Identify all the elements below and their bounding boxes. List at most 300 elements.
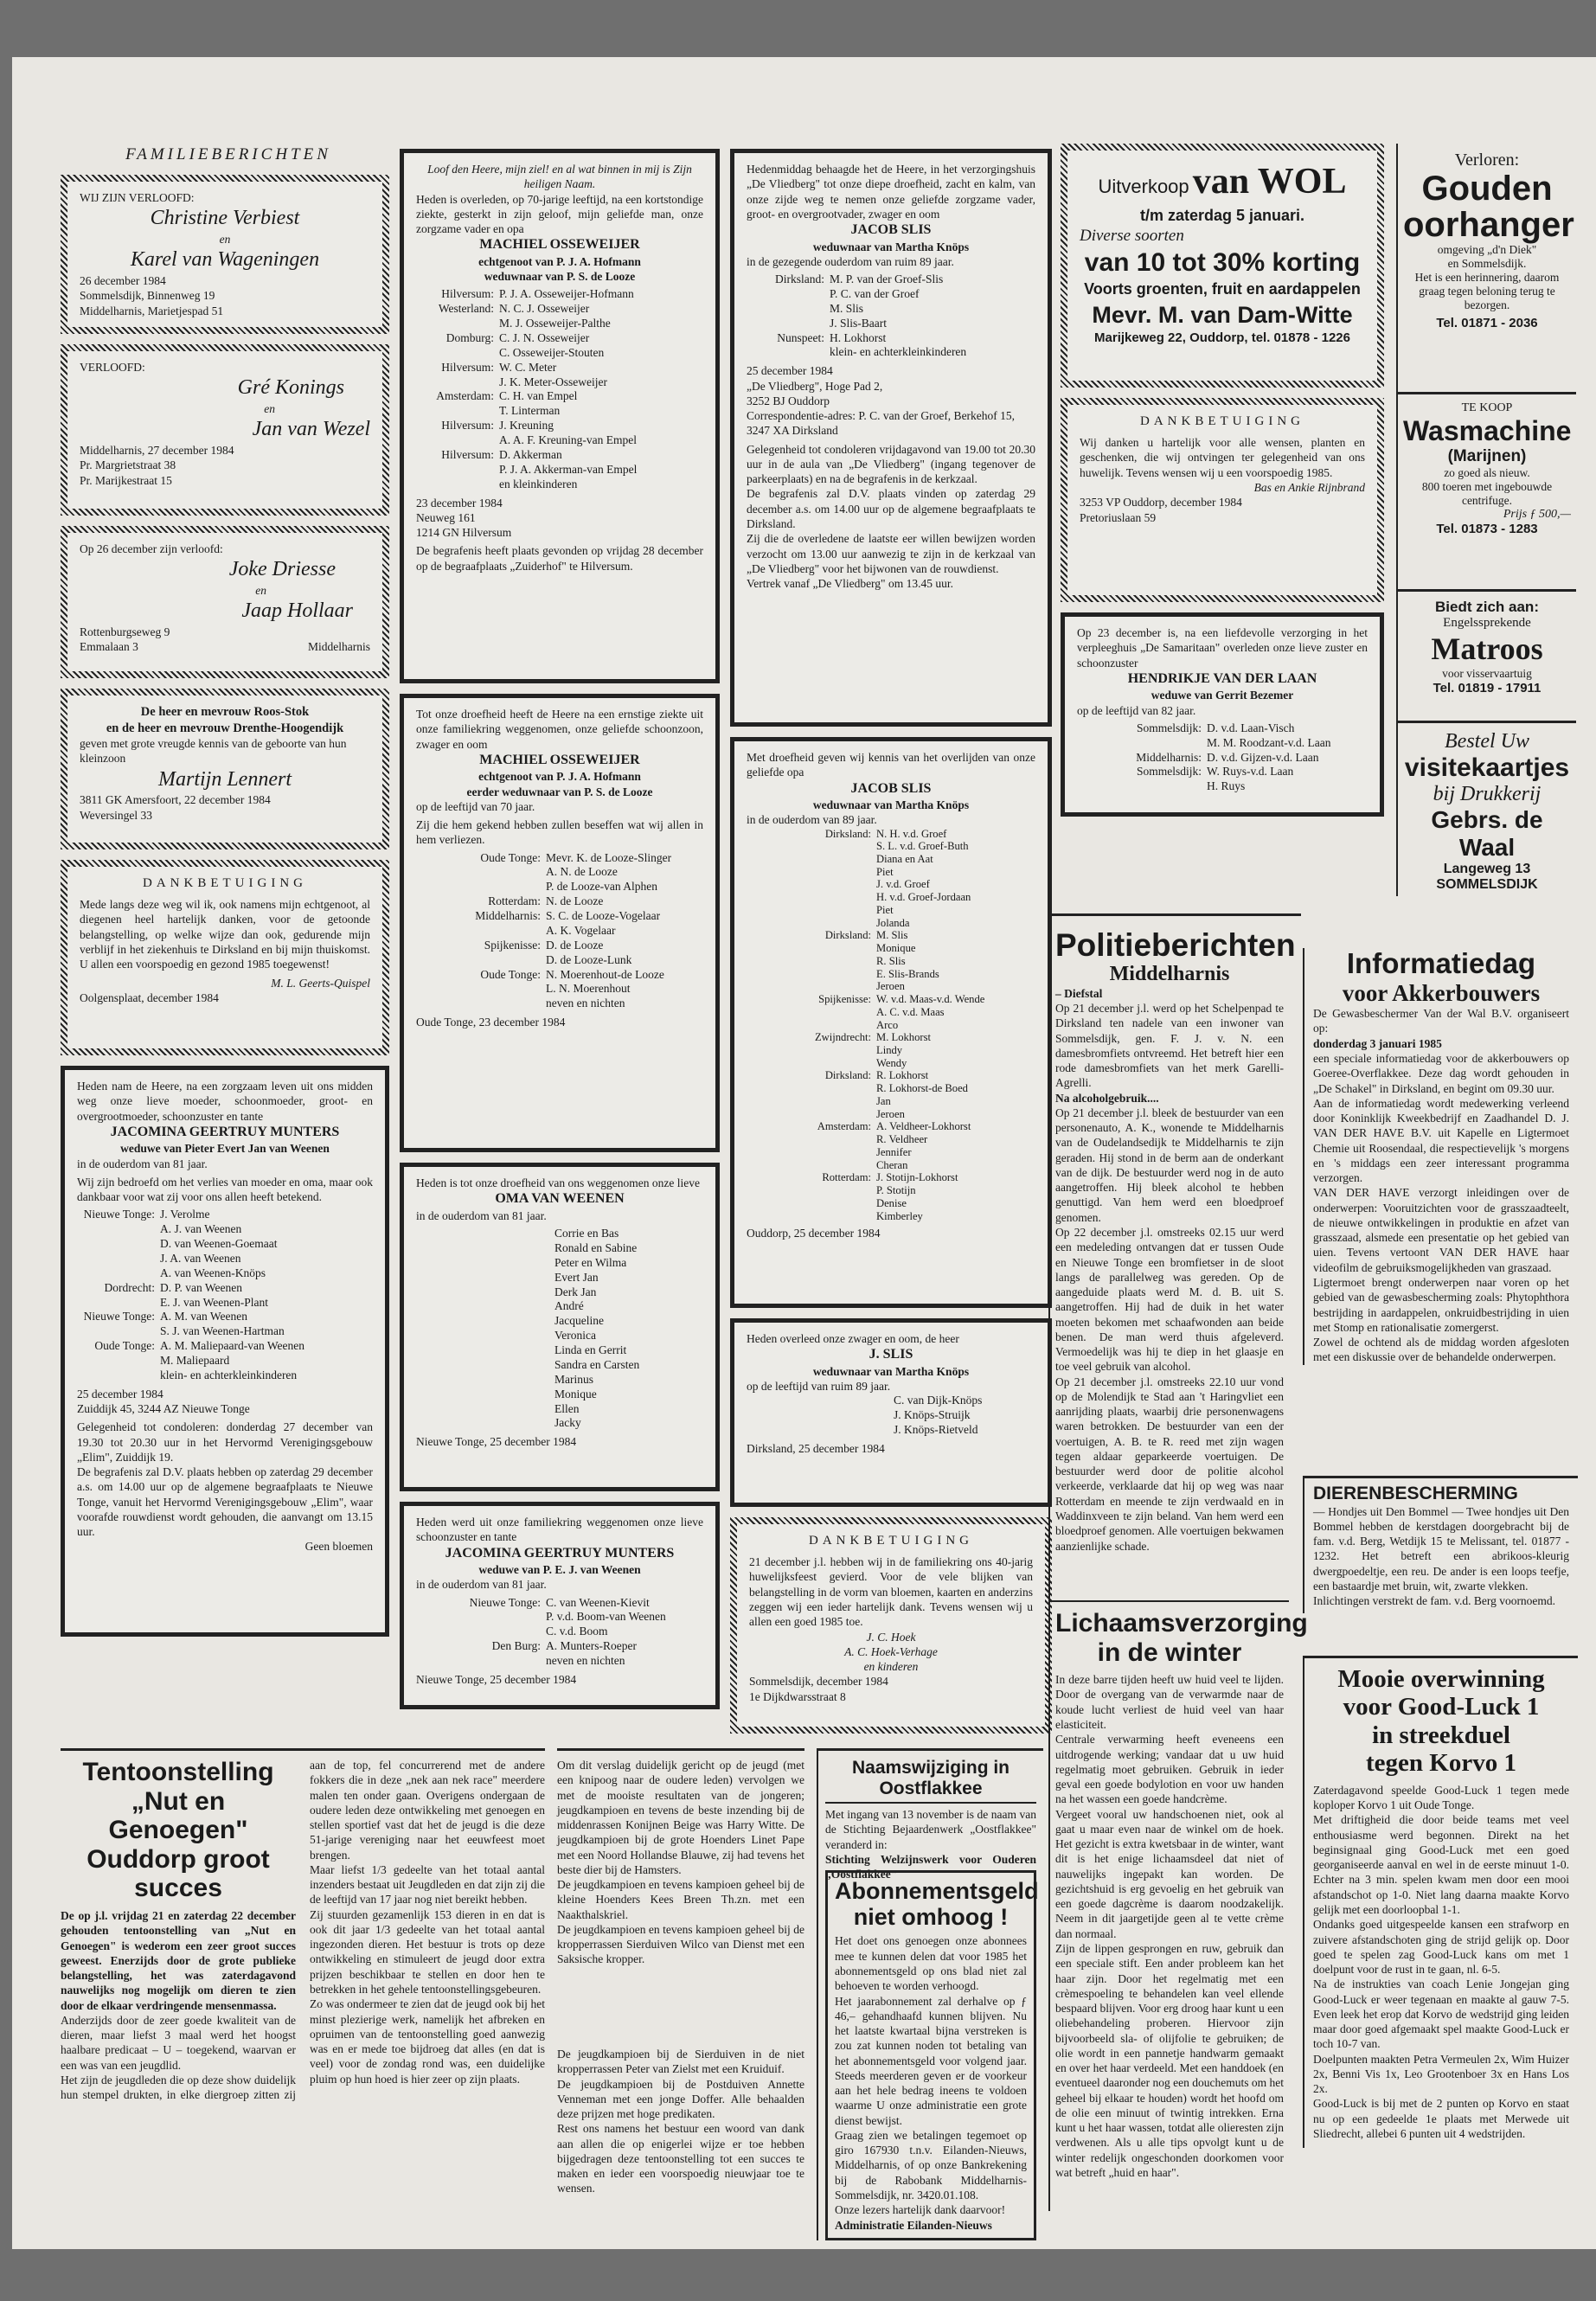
notice-death-slis-1 <box>730 149 1052 727</box>
family-name: T. Linterman <box>499 404 561 418</box>
family-name: C. J. N. Osseweijer <box>499 330 590 344</box>
notice-address: Neuweg 161 <box>416 510 476 524</box>
notice-name: Joke Driesse <box>228 558 336 581</box>
family-place <box>747 1057 876 1070</box>
notice-age: op de leeftijd van 82 jaar. <box>1077 703 1196 717</box>
ad-text: van 10 tot 30% korting <box>1084 248 1361 278</box>
ad-phone: Tel. 01819 - 17911 <box>1433 681 1542 695</box>
ad-text: Langeweg 13 <box>1443 862 1531 876</box>
ad-text: voor visservaartuig <box>1442 667 1532 680</box>
article-abonnementsgeld <box>817 1865 1043 2240</box>
article-paragraph: Zo was ondermeer te zien dat de jeugd ook bij het minst plezierige werk, namelijk het afbreken en opruimen van de tentoonstelling goed aanwezig was en er mede toe bijdroeg dat alles (en dat is veel) voor de zondag rond was, een duidelijke pluim op hun hoed is hier zeer op zijn plaats. <box>310 1997 545 2086</box>
article-title: niet omhoog ! <box>853 1904 1009 1931</box>
family-place <box>747 345 830 360</box>
family-place <box>747 1095 876 1108</box>
family-place: Dordrecht: <box>104 1280 155 1294</box>
article-paragraph: Zaterdagavond speelde Good-Luck 1 tegen mede koploper Korvo 1 uit Oude Tonge. <box>1313 1783 1569 1812</box>
notice-intro: Op 23 december is, na een liefdevolle verzorging in het verpleeghuis „De Samaritaan" overleden onze lieve zuster en schoonzuster <box>1077 626 1368 670</box>
ad-text: Uitverkoop <box>1098 176 1189 197</box>
family-list <box>416 1596 703 1669</box>
family-name: S. C. de Looze-Vogelaar <box>546 909 661 923</box>
list-item: Veronica <box>554 1329 596 1343</box>
ad-text: en Sommelsdijk. <box>1447 257 1527 270</box>
ad-price: Prijs ƒ 500,— <box>1503 508 1571 521</box>
article-informatiedag <box>1303 948 1578 1365</box>
ad-phone: Tel. 01873 - 1283 <box>1436 522 1538 536</box>
notice-address: 1214 GN Hilversum <box>416 526 512 540</box>
family-name: P. J. A. Akkerman-van Empel <box>499 462 638 476</box>
notice-death-van-der-laan <box>1061 612 1384 817</box>
family-place <box>416 997 546 1011</box>
ad-matroos <box>1398 592 1576 723</box>
column-4 <box>1061 144 1384 827</box>
family-place <box>77 1368 160 1383</box>
notice-date: Middelharnis, 27 december 1984 <box>80 443 234 457</box>
article-paragraph: Om dit verslag duidelijk gericht op de jeugd (met een knipoog naar de oudere leden) vervolgen we met de mooiste resultaten van de jongeren; jeugdkampioen en tevens de beste inzending bij de middenrassen Konijnen Beige was Harry Witte. De jeugdkampioen bij de grote Hoenders Linet Pape met een Noord Hollandse Blauwe, zij had tevens het beste dier bij de Hamsters. <box>557 1759 804 1876</box>
notice-intro: Heden werd uit onze familiekring weggenomen onze lieve schoonzuster en tante <box>416 1516 703 1544</box>
article-paragraph: Zowel de ochtend als de middag worden afgesloten met een diskussie over de behandelde onderwerpen. <box>1313 1336 1569 1364</box>
notice-intro: Met droefheid geven wij kennis van het overlijden van onze geliefde opa <box>747 751 1035 779</box>
family-name: C. H. van Empel <box>499 389 578 403</box>
notice-name: Martijn Lennert <box>158 767 292 791</box>
family-place: Sommelsdijk: <box>1136 721 1202 734</box>
notice-address: Zuiddijk 45, 3244 AZ Nieuwe Tonge <box>77 1402 250 1416</box>
article-subtitle: Middelharnis <box>1109 962 1230 985</box>
article-paragraph: De jeugdkampioen bij de Sierduiven in de niet kropperrassen Peter van Zielst met een Kruiduif. <box>557 2048 804 2076</box>
family-name: Jan <box>876 1094 891 1107</box>
notice-signature: Bas en Ankie Rijnbrand <box>1253 480 1365 494</box>
family-place <box>747 1159 876 1172</box>
family-name: J. Slis-Baart <box>830 316 887 330</box>
family-name: Jolanda <box>876 916 910 929</box>
family-name: Jeroen <box>876 1107 905 1120</box>
notice-subtitle: weduwnaar van Martha Knöps <box>812 240 970 253</box>
article-title: Politieberichten <box>1055 927 1296 963</box>
family-place: Sommelsdijk: <box>1136 765 1202 779</box>
notice-text: 21 december j.l. hebben wij in de familiekring ons 40-jarig huwelijksfeest gevierd. Voor de vele blijken van belangstelling in de vorm van bloemen, kaarten en anderzins zeggen wij een ieder hartelijk dank. Tevens wensen wij u allen een goed 1985 toe. <box>749 1555 1034 1629</box>
family-place <box>747 980 876 993</box>
family-place <box>77 1324 160 1339</box>
ad-text: van WOL <box>1192 162 1347 202</box>
family-place <box>416 433 499 448</box>
article-good-luck <box>1303 1656 1578 2148</box>
article-paragraph: Stichting Welzijnswerk voor Ouderen „Oostflakkee" <box>825 1852 1036 1881</box>
family-place <box>747 1146 876 1159</box>
family-name: N. C. J. Osseweijer <box>499 302 590 316</box>
family-place <box>747 917 876 930</box>
notice-condolence: Gelegenheid tot condoleren: donderdag 27 december van 19.30 tot 20.30 uur in het Hervormd Verenigingsgebouw „Elim", Zuiddijk 19. <box>77 1420 373 1464</box>
family-name: C. van Weenen-Kievit <box>546 1595 650 1609</box>
family-name: klein- en achterkleinkinderen <box>830 345 967 359</box>
family-place <box>416 865 546 880</box>
article-paragraph: Het zijn de jeugdleden die op deze show duidelijk hun stempel drukten, in elke diergroep zitten zij aan de top, fel concurrerend met de andere fokkers die in deze „nek aan nek race" meerdere malen ten onder gaan. Overigens ondergaan de oudere leden deze ontwikkeling met genoegen en stellen sportief vast dat het de jeugd is die deze 51-jarige vereniging naar het eeuwfeest moet brengen. <box>61 1759 545 2102</box>
notice-name: Jaap Hollaar <box>241 599 353 623</box>
article-title: Mooie overwinning <box>1337 1665 1545 1693</box>
ad-text: Gouden <box>1421 170 1553 208</box>
notice-subtitle: weduwe van Pieter Evert Jan van Weenen <box>120 1142 330 1156</box>
notice-age: op de leeftijd van 70 jaar. <box>416 799 535 813</box>
family-name: D. P. van Weenen <box>160 1280 243 1294</box>
notice-intro: Hedenmiddag behaagde het de Heere, in het verzorgingshuis „De Vliedberg" tot onze diepe droefheid, zacht en kalm, van onze zijde weg te nemen onze geliefde zorgzame vader, groot- en overgrootvader, zwager en oom <box>747 163 1035 221</box>
list-item: Ronald en Sabine <box>554 1240 638 1254</box>
notice-date: Ouddorp, 25 december 1984 <box>747 1227 881 1240</box>
ad-text: SOMMELSDIJK <box>1436 877 1538 892</box>
family-place <box>416 1610 546 1625</box>
family-name: J. v.d. Groef <box>876 878 930 891</box>
notice-heading: De heer en mevrouw Roos-Stok <box>140 705 310 719</box>
notice-address: 1e Dijkdwarsstraat 8 <box>749 1689 846 1703</box>
family-name: klein- en achterkleinkinderen <box>160 1368 298 1381</box>
family-name: H. Ruys <box>1207 779 1246 793</box>
family-name: J. A. van Weenen <box>160 1251 241 1265</box>
family-name: Diana en Aat <box>876 853 933 865</box>
family-name: Mevr. K. de Looze-Slinger <box>546 850 672 864</box>
notice-name: MACHIEL OSSEWEIJER <box>479 237 640 253</box>
family-name: Piet <box>876 903 894 916</box>
family-name: M. P. van der Groef-Slis <box>830 272 944 286</box>
family-name: A. Munters-Roeper <box>546 1639 637 1653</box>
family-place: Hilversum: <box>441 447 494 461</box>
family-name: Cheran <box>876 1158 908 1171</box>
family-place <box>77 1222 160 1237</box>
notice-address: Weversingel 33 <box>80 808 153 822</box>
family-name: neven en nichten <box>546 1654 625 1668</box>
family-place: Nunspeet: <box>777 330 824 344</box>
article-title: Naamswijziging in Oostflakkee <box>825 1758 1036 1804</box>
notice-subtitle: echtgenoot van P. J. A. Hofmann <box>478 254 641 268</box>
list-item: J. Knöps-Rietveld <box>894 1423 978 1437</box>
notice-intro: Tot onze droefheid heeft de Heere na een ernstige ziekte uit onze familiekring weggenomen, onze geliefde schoonzoon, zwager en oom <box>416 708 703 751</box>
article-paragraph: Anderzijds door de zeer goede kwaliteit van de dieren, maar liefst 3 maal werd het hoogst haalbare predicaat – U – toegekend, waarvan er een was van een jeugdlid. <box>61 2013 296 2072</box>
notice-subtitle: echtgenoot van P. J. A. Hofmann <box>478 770 641 784</box>
article-tentoonstelling <box>61 1748 545 2173</box>
notice-name: JACOB SLIS <box>850 222 932 238</box>
ad-text: Bestel Uw <box>1445 730 1529 753</box>
notice-name: J. SLIS <box>869 1347 913 1362</box>
family-name: A. J. van Weenen <box>160 1222 242 1236</box>
ad-text: visitekaartjes <box>1404 753 1570 782</box>
family-place <box>416 953 546 968</box>
article-paragraph: De jeugdkampioen en tevens kampioen geheel bij de kleine Hoenders Kees Breen Th.zn. met een Naakthalskriel. <box>557 1878 804 1921</box>
article-paragraph: een speciale informatiedag voor de akkerbouwers op Goeree-Overflakkee. Deze dag wordt gehouden in „De Schakel" in Dirksland, en begint om 09.30 uur. <box>1313 1051 1569 1095</box>
family-place <box>747 942 876 955</box>
notice-thanks-hoek <box>730 1517 1052 1734</box>
family-place: Amsterdam: <box>436 389 494 403</box>
article-paragraph: Ondanks goed uitgespeelde kansen een strafworp en zuivere afstandschoten ging de strijd gelijk op. Door goed te spelen zag Good-Luck kans om met 1 doelpunt voor de rust in te gaan, nl. 6-5. <box>1313 1918 1569 1977</box>
family-name: en kleinkinderen <box>499 477 578 490</box>
article-paragraph: De jeugdkampioen en tevens kampioen geheel bij de kropperrassen Sierduiven Wilco van Dienst met een Saksische kropper. <box>557 1922 804 1966</box>
notice-condolence: Gelegenheid tot condoleren vrijdagavond van 19.00 tot 20.30 uur in de aula van „De Vliedberg" (ingang tegenover de parkeerplaats) en na de begrafenis in de kerkzaal. <box>747 442 1035 486</box>
article-title: DIERENBESCHERMING <box>1313 1484 1518 1503</box>
notice-intro: Heden nam de Heere, na een zorgzaam leven uit ons midden weg onze lieve moeder, schoonmoeder, groot- en overgrootmoeder, schoonzuster en tante <box>77 1080 373 1123</box>
family-place <box>747 840 876 853</box>
family-place <box>416 375 499 390</box>
family-place <box>747 1197 876 1210</box>
article-paragraph: Ligtermoet brengt onderwerpen naar voren op het gebied van de gewasbescherming zoals: Phytophthora bestrijding in aardappelen, onkruidbestrijding in uien met Stomp en rationalisatie zomergerst. <box>1313 1275 1569 1334</box>
article-paragraph: Op 21 december j.l. omstreeks 22.10 uur vond op de Molendijk te Stad aan 't Haringvliet een aanrijding plaats, waarbij drie personenwagens waren betrokken. De bestuurder van een der voertuigen, A. B. te R. reed met zijn wagen tegen aldaar geparkeerde voertuigen. De bestuurder werd door de politie alcohol verkeerde, verklaarde dat hij op weg was naar Rotterdam en meende te zijn verdwaald en in Waddinxveen te zijn beland. Van hem werd een bloedproef genomen. Alle voertuigen bekwamen aanzienlijke schade. <box>1055 1375 1284 1553</box>
family-place <box>416 880 546 894</box>
family-name: C. Osseweijer-Stouten <box>499 345 605 359</box>
family-place: Zwijndrecht: <box>814 1031 871 1044</box>
notice-age: in de gezegende ouderdom van ruim 89 jaar. <box>747 254 954 268</box>
notice-name: OMA VAN WEENEN <box>495 1191 625 1207</box>
notice-name: JACOMINA GEERTRUY MUNTERS <box>445 1545 675 1561</box>
family-place: Spijkenisse: <box>484 938 541 952</box>
article-paragraph: Vergeet vooral uw handschoenen niet, ook al gaat u maar even naar de winkel om de hoek. Het gezicht is extra kwetsbaar in de winter, want dit is het enige lichaamsdeel dat niet of nauwelijks ingepakt kan worden. De gezichtshuid is erg gevoelig en het gebruik van een goede dagcrème is daarom noodzakelijk. Neem in dit jaargetijde geen al te vette crème dan normaal. <box>1055 1807 1284 1940</box>
notice-death-slis-3 <box>730 1318 1052 1507</box>
notice-date: 25 december 1984 <box>77 1387 163 1400</box>
notice-signature: J. C. Hoek <box>866 1630 916 1644</box>
family-place <box>77 1296 160 1311</box>
family-place <box>1077 779 1207 794</box>
divider <box>1048 913 1050 2211</box>
notice-signature: en kinderen <box>863 1660 919 1674</box>
family-place <box>416 404 499 419</box>
family-place <box>747 317 830 331</box>
family-place: Nieuwe Tonge: <box>83 1208 155 1221</box>
ad-visitekaartjes <box>1398 723 1576 896</box>
notice-death-osseweijer-1 <box>400 149 720 683</box>
family-place <box>416 346 499 361</box>
article-signature: Administratie Eilanden-Nieuws <box>835 2218 992 2232</box>
notice-date: Dirksland, 25 december 1984 <box>747 1441 885 1455</box>
ad-wol-headline <box>1080 159 1365 206</box>
notice-name: Christine Verbiest <box>150 207 300 230</box>
notice-heading: WIJ ZIJN VERLOOFD: <box>80 191 195 204</box>
notice-place: Sommelsdijk, december 1984 <box>749 1675 888 1689</box>
notice-intro: Heden is tot onze droefheid van ons weggenomen onze lieve <box>416 1176 701 1189</box>
list-item: Monique <box>554 1387 597 1400</box>
notice-engagement-driesse <box>61 526 389 678</box>
article-paragraph: Met ingang van 13 november is de naam van de Stichting Bejaardenwerk „Oostflakkee" veranderd in: <box>825 1808 1036 1851</box>
notice-engagement-verbiest <box>61 175 389 334</box>
family-name: P. v.d. Boom-van Weenen <box>546 1610 666 1624</box>
article-paragraph: De jeugdkampioen bij de Postduiven Annette Venneman met een jonge Doffer. Alle behaalden deze prijzen met hoge predikaten. <box>557 2077 804 2121</box>
family-list <box>416 851 703 1012</box>
notice-age: op de leeftijd van ruim 89 jaar. <box>747 1380 891 1393</box>
notice-place: Middelharnis <box>308 640 370 654</box>
notice-heading: DANKBETUIGING <box>1140 414 1304 428</box>
notice-departure: Vertrek vanaf „De Vliedberg" om 13.45 uur. <box>747 577 953 591</box>
name-list <box>747 1394 1035 1438</box>
family-list <box>1077 721 1368 794</box>
family-name: P. C. van der Groef <box>830 286 920 300</box>
family-place <box>416 317 499 331</box>
family-place: Dirksland: <box>824 929 871 942</box>
article-body-columns <box>61 1758 545 2173</box>
article-subhead: Na alcoholgebruik.... <box>1055 1091 1159 1105</box>
notice-age: in de ouderdom van 81 jaar. <box>416 1208 547 1222</box>
notice-age: in de ouderdom van 81 jaar. <box>77 1157 208 1170</box>
family-place: Oude Tonge: <box>480 967 541 981</box>
article-politieberichten <box>1050 927 1296 1554</box>
family-name: N. de Looze <box>546 894 604 908</box>
column-3 <box>730 149 1052 1744</box>
family-place: Dirksland: <box>824 827 871 840</box>
column-5-classifieds <box>1396 144 1576 896</box>
ad-text: bij Drukkerij <box>1433 783 1542 805</box>
family-name: A. van Weenen-Knöps <box>160 1266 266 1279</box>
family-name: M. Slis <box>830 301 864 315</box>
article-paragraph: In deze barre tijden heeft uw huid veel te lijden. Door de overgang van de verwarmde naar de koude lucht verliest de huid veel van haar elasticiteit. <box>1055 1673 1284 1731</box>
notice-address: Pr. Margrietstraat 38 <box>80 458 176 472</box>
notice-text: geven met grote vreugde kennis van de geboorte van hun kleinzoon <box>80 737 347 766</box>
family-name: C. v.d. Boom <box>546 1625 608 1638</box>
family-name: Arco <box>876 1018 899 1031</box>
family-name: P. de Looze-van Alphen <box>546 880 657 894</box>
notice-funeral: De begrafenis heeft plaats gevonden op vrijdag 28 december op de begraafplaats „Zuiderhof" te Hilversum. <box>416 544 703 573</box>
ad-text: Gebrs. de Waal <box>1431 806 1543 861</box>
family-place: Hilversum: <box>441 287 494 301</box>
ad-wol <box>1061 144 1384 388</box>
notice-engagement-konings <box>61 344 389 516</box>
article-title: „Nut en Genoegen" <box>108 1786 248 1845</box>
family-place <box>416 463 499 478</box>
list-item: Jacky <box>554 1416 581 1430</box>
article-title: Abonnementsgeld <box>835 1878 1039 1904</box>
family-place <box>747 1108 876 1121</box>
notice-date: 26 december 1984 <box>80 273 166 287</box>
family-place: Westerland: <box>438 302 494 316</box>
article-paragraph: — Hondjes uit Den Bommel — Twee hondjes uit Den Bommel hebben de kerstdagen doorgebracht bij de fam. v.d. Berg, Wetdijk 15 te Melissant, tel. 01877 - 1232. Het betreft een abrikoos-kleurig dwergpoedeltje, een reu. De ander is een loops teefje, een bastaardje met bruin, wit, zwarte vlekken. <box>1313 1504 1569 1593</box>
article-paragraph: Het doet ons genoegen onze abonnees mee te kunnen delen dat voor 1985 het abonnementsgeld op ons blad niet zal behoeven te worden verhoogd. <box>835 1934 1027 1993</box>
list-item: André <box>554 1299 584 1313</box>
family-place: Nieuwe Tonge: <box>469 1595 541 1609</box>
list-item: Linda en Gerrit <box>554 1343 627 1356</box>
article-paragraph: Het jaarabonnement zal derhalve op ƒ 46,– gehandhaafd kunnen blijven. Nu het laatste kwartaal bijna verstreken is zou zat kunnen noden tot betaling van het abonnementsgeld voor volgend jaar. Steeds meerderen geven er de voorkeur aan het hele bedrag ineens te voldoen waarme U onze administratie een grote dienst bewijst. <box>835 1994 1027 2127</box>
ad-text: t/m zaterdag 5 januari. <box>1139 206 1305 224</box>
article-title: Informatiedag <box>1346 947 1536 979</box>
ad-text: Marijkeweg 22, Ouddorp, tel. 01878 - 1226 <box>1094 330 1350 346</box>
family-place <box>747 1210 876 1223</box>
list-item: Marinus <box>554 1372 593 1386</box>
family-name: J. Verolme <box>160 1208 210 1221</box>
family-name: W. Ruys-v.d. Laan <box>1207 765 1294 779</box>
family-name: R. Veldheer <box>876 1133 928 1146</box>
notice-date: Nieuwe Tonge, 25 december 1984 <box>416 1672 577 1686</box>
family-name: A. Veldheer-Lokhorst <box>876 1120 971 1133</box>
column-1 <box>61 175 389 1647</box>
family-name: N. Moerenhout-de Looze <box>546 967 664 981</box>
family-place <box>747 853 876 866</box>
notice-subtitle: weduwnaar van Martha Knöps <box>812 798 970 811</box>
family-place: Hilversum: <box>441 360 494 374</box>
notice-intro: Heden overleed onze zwager en oom, de heer <box>747 1332 959 1345</box>
family-place: Den Burg: <box>491 1639 541 1653</box>
list-item: Sandra en Carsten <box>554 1357 640 1371</box>
ad-text: Wasmachine <box>1403 415 1572 446</box>
family-place <box>747 878 876 891</box>
notice-address: Middelharnis, Marietjespad 51 <box>80 304 224 317</box>
family-place <box>747 904 876 917</box>
notice-en: en <box>255 583 266 597</box>
family-name: D. de Looze <box>546 938 604 952</box>
notice-signature: A. C. Hoek-Verhage <box>844 1644 938 1658</box>
list-item: Ellen <box>554 1401 580 1415</box>
notice-date: 23 december 1984 <box>416 496 503 510</box>
family-place <box>416 1625 546 1639</box>
article-date: donderdag 3 januari 1985 <box>1313 1036 1442 1050</box>
family-name: M. M. Roodzant-v.d. Laan <box>1207 735 1331 749</box>
article-subhead: – Diefstal <box>1055 986 1103 1000</box>
article-paragraph: Maar liefst 1/3 gedeelte van het totaal aantal inzenders bestaat uit Jeugdleden en dat zijn zij die de leeftijd van 17 jaar nog niet bereikt hebben. <box>310 1862 545 1907</box>
family-place <box>747 1184 876 1197</box>
ad-wasmachine <box>1398 394 1576 592</box>
notice-footer <box>80 625 370 655</box>
family-place <box>747 1044 876 1057</box>
name-list <box>416 1227 703 1431</box>
notice-address: 3253 VP Ouddorp, december 1984 <box>1080 496 1242 510</box>
family-place: Oude Tonge: <box>94 1339 155 1353</box>
notice-address: 3811 GK Amersfoort, 22 december 1984 <box>80 793 271 807</box>
family-place: Rotterdam: <box>488 894 541 908</box>
family-place <box>747 1006 876 1019</box>
article-title: in de winter <box>1097 1638 1242 1667</box>
list-item: Derk Jan <box>554 1285 597 1298</box>
article-title: in streekduel <box>1372 1721 1510 1749</box>
family-place <box>416 478 499 492</box>
article-paragraph: Op 22 december j.l. omstreeks 02.15 uur werd een medeleding ontvangen dat er tussen Oude en Nieuwe Tonge een bromfietser in de sloot langs de parallelweg was gereden. Op de aangeduide plaats werd M. d. B. uit S. aangetroffen. Hij had de duik in het water moeten bekomen met schaafwonden aan beide benen. De man werd thuis afgeleverd. Vermoedelijk was hij te diep in het glaasje en toe veel gebruik van alcohol. <box>1055 1225 1284 1374</box>
family-place: Spijkenisse: <box>818 993 871 1006</box>
article-paragraph: De Gewasbeschermer Van der Wal B.V. organiseert op: <box>1313 1007 1569 1035</box>
family-name: Jeroen <box>876 980 905 993</box>
family-name: J. Kreuning <box>499 419 554 433</box>
family-list <box>77 1208 373 1383</box>
notice-service: Zij die de overledene de laatste eer willen bewijzen worden verzocht om 13.00 uur aanwezig te zijn in de kerkzaal van „De Vliedberg" voor het bijwonen van de rouwdienst. <box>747 532 1035 575</box>
notice-death-munters <box>61 1066 389 1637</box>
notice-subtitle: eerder weduwnaar van P. S. de Looze <box>466 785 653 798</box>
family-place <box>77 1266 160 1281</box>
family-place: Rotterdam: <box>822 1171 871 1184</box>
notice-heading: DANKBETUIGING <box>809 1534 973 1548</box>
article-title: Ouddorp groot succes <box>87 1844 270 1903</box>
notice-text: Zij die hem gekend hebben zullen beseffen wat wij allen in hem verliezen. <box>416 818 703 847</box>
article-paragraph: Zijn de lippen gesprongen en ruw, gebruik dan een speciale stift. Een ander probleem kan het haar zijn. Door het regelmatig met een crèmespoeling te behandelen kan veel ellende bespaard blijven. Voor erg droog haar kunt u een oliebehandeling proberen. Hiervoor zijn bijvoorbeeld sla- of olijfolie te gebruiken; de olie wordt in een pannetje handwarm gemaakt en over het haar verdeeld. Met een handdoek (en eventueel daaronder nog een douchemuts om het geheel bij elkaar te houden) wordt het hoofd om de olie een minuut of twintig intrekken. Erna kunt u het haar wassen, totdat alle olieresten zijn verdwenen. Als u alle tips opvolgt kunt u de winter redelijk ongeschonden doorkomen voor wat betreft „huid en haar". <box>1055 1941 1284 2179</box>
family-name: A. M. van Weenen <box>160 1310 248 1324</box>
notice-name: Karel van Wageningen <box>130 248 320 272</box>
notice-name: JACOB SLIS <box>850 780 932 796</box>
notice-address: „De Vliedberg", Hoge Pad 2, <box>747 379 883 393</box>
family-name: S. L. v.d. Groef-Buth <box>876 840 969 853</box>
article-title: tegen Korvo 1 <box>1366 1749 1516 1778</box>
notice-flowers: Geen bloemen <box>304 1540 373 1554</box>
family-place: Middelharnis: <box>475 909 541 923</box>
family-name: Monique <box>876 942 916 955</box>
article-title: voor Good-Luck 1 <box>1343 1693 1540 1721</box>
family-name: W. v.d. Maas-v.d. Wende <box>876 993 985 1006</box>
notice-subtitle: weduwnaar van P. S. de Looze <box>484 270 636 284</box>
ad-text: Engelssprekende <box>1443 616 1531 630</box>
ad-text: Mevr. M. van Dam-Witte <box>1092 301 1353 328</box>
family-name: D. v.d. Gijzen-v.d. Laan <box>1207 750 1319 764</box>
family-name: J. K. Meter-Osseweijer <box>499 375 607 388</box>
family-place <box>416 1654 546 1669</box>
notice-death-oma-van-weenen <box>400 1163 720 1491</box>
ad-phone: Tel. 01871 - 2036 <box>1436 316 1538 330</box>
family-name: H. Lokhorst <box>830 330 887 344</box>
article-paragraph: Op 21 december j.l. bleek de bestuurder van een personenauto, A. K., wonende te Middelharnis van de Oudelandsedijk te Middelharnis te zijn geraden. Hij stond in de berm aan de onderkant van de dijk. De bestuurder werd nog in de auto aangetroffen. Hij bleek alcohol te hebben genuttigd. Van hem werd een bloedproef genomen. <box>1055 1106 1284 1224</box>
family-name: Jennifer <box>876 1145 912 1158</box>
notice-age: in de ouderdom van 89 jaar. <box>747 813 877 827</box>
notice-place: Oolgensplaat, december 1984 <box>80 990 219 1004</box>
ad-text: oorhanger <box>1403 206 1574 244</box>
notice-text: Mede langs deze weg wil ik, ook namens mijn echtgenoot, al diegenen heel hartelijk danken, voor de getoonde belangstelling, op welke wijze dan ook, gedurende mijn verblijf in het ziekenhuis te Dirksland en bij mijn thuiskomst. U allen een voorspoedig en gezond 1985 toegewenst! <box>80 898 370 971</box>
family-name: Denise <box>876 1196 907 1209</box>
family-place <box>1077 736 1207 751</box>
article-subtitle: voor Akkerbouwers <box>1342 979 1541 1006</box>
notice-address: Sommelsdijk, Binnenweg 19 <box>80 289 215 303</box>
family-name: N. H. v.d. Groef <box>876 827 947 840</box>
